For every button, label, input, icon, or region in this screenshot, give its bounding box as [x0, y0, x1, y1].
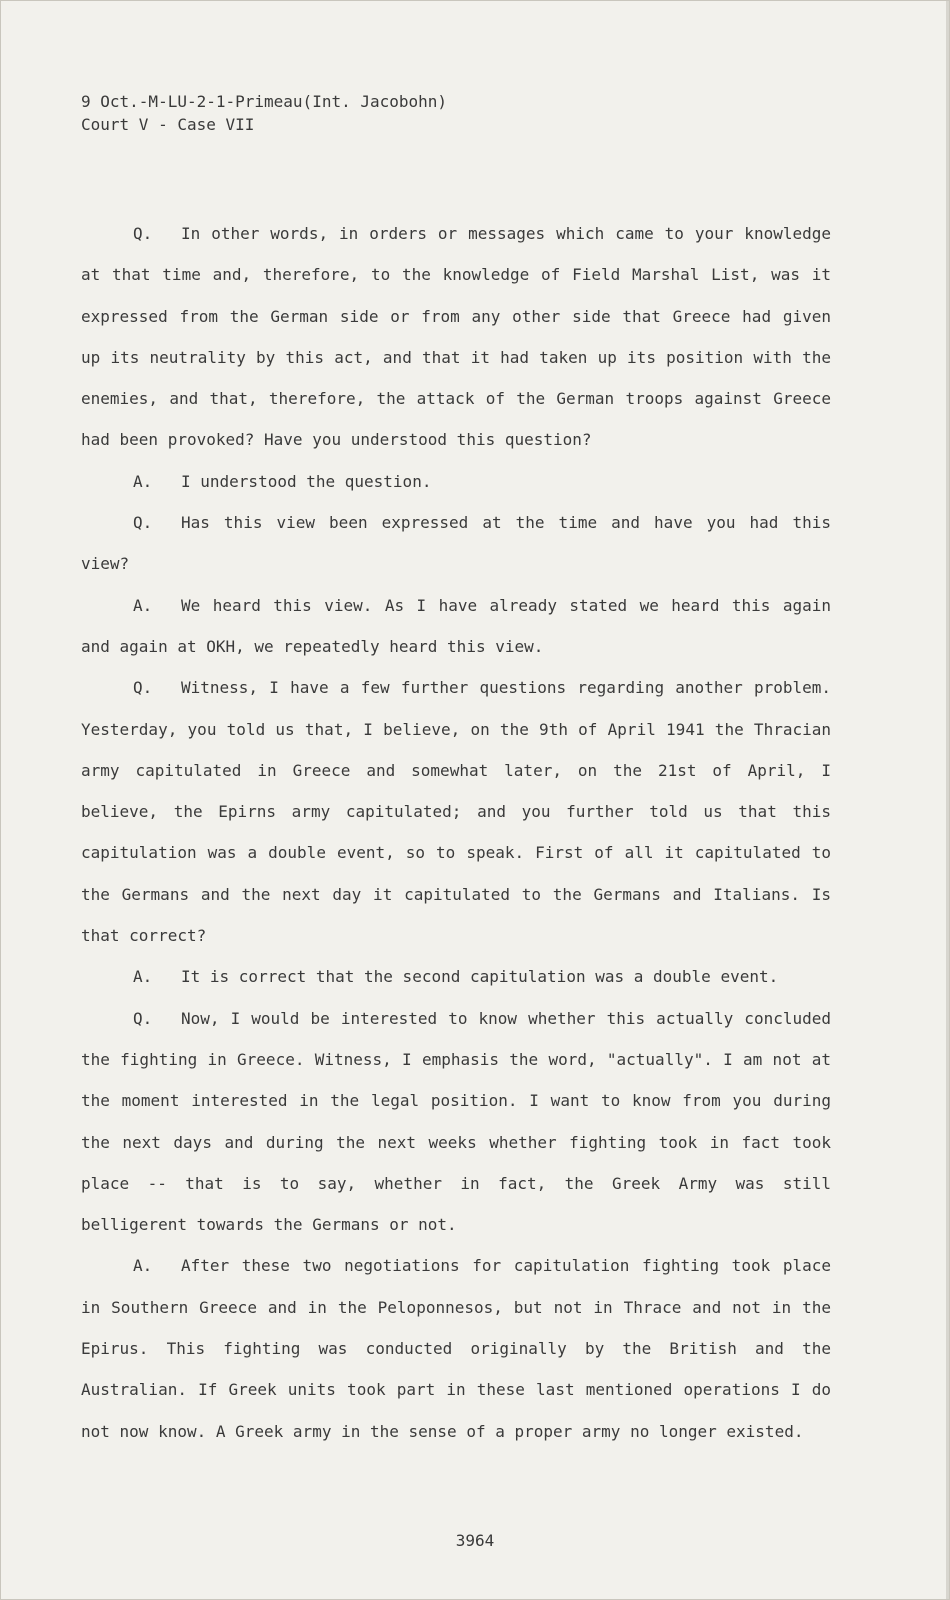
paragraph-text: After these two negotiations for capitulation fighting took place in Southern Greece and in the Peloponnesos, but not in Thrace and not in the Epirus. This fighting was conducted originally by the British and the Australian. If Greek units took part in these last mentioned operations I do not now know. A Greek army in the sense of a proper army no longer existed. — [81, 1256, 831, 1441]
paragraph-text: Has this view been expressed at the time and have you had this view? — [81, 513, 831, 574]
header-line-1: 9 Oct.-M-LU-2-1-Primeau(Int. Jacobohn) — [81, 92, 448, 111]
transcript-paragraph — [81, 956, 831, 997]
paragraph-text: In other words, in orders or messages which came to your knowledge at that time and, therefore, to the knowledge of Field Marshal List, was it expressed from the German side or from any other side that Greece had given up its neutrality by this act, and that it had taken up its position with the enemies, and that, therefore, the attack of the German troops against Greece had been provoked? Have you understood this question? — [81, 224, 831, 450]
page-number: 3964 — [455, 1531, 495, 1550]
paragraph-text: We heard this view. As I have already stated we heard this again and again at OKH, we repeatedly heard this view. — [81, 595, 831, 656]
speaker-label: A. — [133, 595, 153, 615]
transcript-paragraph — [81, 502, 831, 585]
paragraph-text: Witness, I have a few further questions regarding another problem. Yesterday, you told us that, I believe, on the 9th of April 1941 the Thracian army capitulated in Greece and somewhat later, on the 21st of April, I believe, the Epirns army capitulated; and you further told us that this capitulation was a double event, so to speak. First of all it capitulated to the Germans and the next day it capitulated to the Germans and Italians. Is that correct? — [81, 678, 831, 946]
speaker-label: A. — [133, 1256, 153, 1276]
transcript-paragraph — [81, 213, 831, 461]
transcript-paragraph — [81, 461, 831, 502]
speaker-label: Q. — [133, 224, 153, 243]
speaker-label: A. — [133, 471, 153, 491]
header-line-2: Court V - Case VII — [81, 115, 255, 134]
speaker-label: A. — [133, 967, 153, 987]
speaker-label: Q. — [133, 1008, 153, 1028]
transcript-paragraph — [81, 998, 831, 1246]
paragraph-text: I understood the question. — [181, 471, 432, 491]
transcript-paragraph — [81, 667, 831, 956]
transcript-paragraph — [81, 1245, 831, 1451]
document-header — [81, 90, 447, 136]
transcript-body — [81, 213, 831, 1452]
transcript-paragraph — [81, 585, 831, 668]
paragraph-text: Now, I would be interested to know whether this actually concluded the fighting in Greece. Witness, I emphasis the word, "actually". I am not at the moment interested in the legal position. I want to know from you during the next days and during the next weeks whether fighting took in fact took place -- that is to say, whether in fact, the Greek Army was still belligerent towards the Germans or not. — [81, 1008, 831, 1235]
speaker-label: Q. — [133, 513, 153, 533]
speaker-label: Q. — [133, 678, 153, 698]
paragraph-text: It is correct that the second capitulation was a double event. — [181, 967, 779, 987]
